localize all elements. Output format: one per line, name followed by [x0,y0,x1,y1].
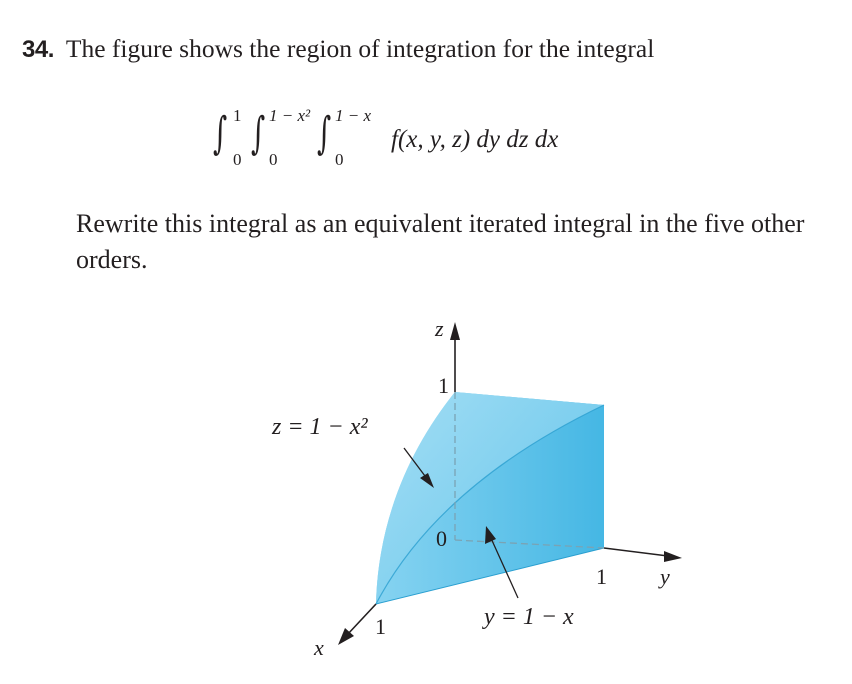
outer-upper-limit: 1 [233,106,242,125]
middle-upper-limit: 1 − x² [269,106,311,125]
surface-equation-label: z = 1 − x² [272,414,368,440]
y-axis-arrow [664,551,682,562]
middle-lower-limit: 0 [269,150,278,169]
tick-x-1: 1 [375,614,386,639]
axis-x-label: x [314,635,324,660]
origin-label: 0 [436,526,447,551]
inner-upper-limit: 1 − x [335,106,372,125]
tick-z-1: 1 [438,373,449,398]
inner-lower-limit: 0 [335,150,344,169]
integral-sign-inner: ∫ [317,108,332,159]
y-axis [604,548,668,556]
problem-text: The figure shows the region of integration for the integral [65,34,655,63]
integral-sign-outer: ∫ [213,108,228,159]
x-axis [347,604,376,635]
tick-y-1: 1 [596,564,607,589]
outer-lower-limit: 0 [233,150,242,169]
z-axis-arrow [450,322,460,340]
plane-equation-label: y = 1 − x [484,604,574,630]
axis-z-label: z [435,316,444,341]
instruction-text: Rewrite this integral as an equivalent iterated integral in the five other orders. [76,209,805,274]
problem-number: 34. [22,36,54,63]
integral-sign-middle: ∫ [251,108,266,159]
axis-y-label: y [660,564,670,589]
integrand: f(x, y, z) dy dz dx [391,126,559,153]
